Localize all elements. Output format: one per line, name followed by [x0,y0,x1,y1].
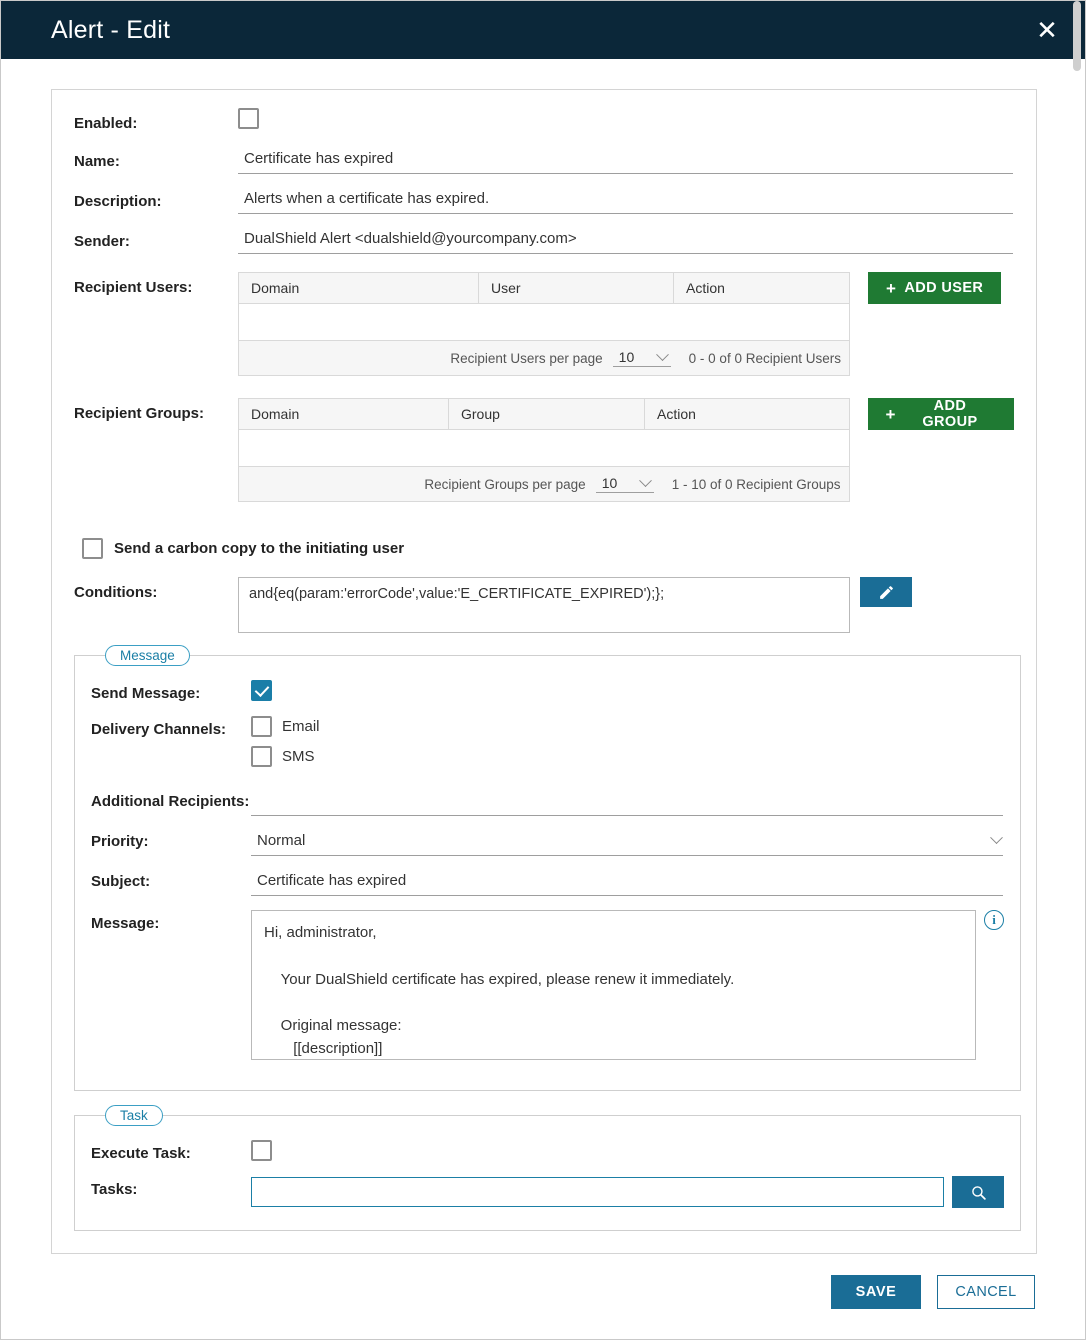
sender-field [238,226,1014,254]
chevron-down-icon [990,831,1003,844]
dialog-footer [831,1275,1035,1309]
row-enabled [74,108,1014,134]
enabled-label: Enabled: [74,115,138,132]
recipient-users-header [239,273,849,304]
priority-select[interactable] [251,828,1003,856]
send-message-label: Send Message: [91,685,201,702]
enabled-checkbox[interactable] [238,108,259,129]
column-header-user: User [479,273,674,303]
task-section-legend: Task [105,1105,163,1126]
info-icon[interactable]: i [984,910,1004,930]
column-header-domain: Domain [239,399,449,429]
tasks-field [251,1176,1004,1208]
row-additional-recipients [91,788,1004,816]
plus-icon: + [885,404,896,424]
name-field [238,146,1014,174]
execute-task-label: Execute Task: [91,1145,191,1162]
recipient-groups-header [239,399,849,430]
pencil-icon [878,584,895,601]
close-icon[interactable]: ✕ [1036,15,1058,45]
row-recipient-users [74,272,1014,376]
delivery-channels-label: Delivery Channels: [91,721,227,738]
carbon-copy-checkbox[interactable] [82,538,103,559]
save-button[interactable]: SAVE [831,1275,921,1309]
tasks-label: Tasks: [91,1181,138,1198]
recipient-users-count: 0 - 0 of 0 Recipient Users [688,350,841,366]
recipient-users-field [238,272,1014,376]
row-priority [91,828,1004,856]
column-header-domain: Domain [239,273,479,303]
add-user-label: ADD USER [904,280,984,296]
recipient-groups-per-page-select[interactable] [596,475,654,493]
conditions-textarea[interactable] [238,577,850,633]
row-carbon-copy [82,538,1014,559]
message-textarea[interactable] [251,910,976,1060]
add-user-button[interactable] [868,272,1001,304]
plus-icon: + [886,278,897,298]
name-input[interactable] [238,146,1013,174]
row-description [74,186,1014,214]
row-message [91,910,1004,1060]
recipient-groups-body [239,430,849,467]
execute-task-checkbox[interactable] [251,1140,272,1161]
tasks-search-button[interactable] [952,1176,1004,1208]
additional-recipients-input[interactable] [251,788,1003,816]
subject-input[interactable] [251,868,1003,896]
message-section-legend: Message [105,645,190,666]
description-label: Description: [74,193,162,210]
sender-input[interactable] [238,226,1013,254]
subject-field [251,868,1004,896]
row-subject [91,868,1004,896]
recipient-users-footer [239,341,849,375]
column-header-action: Action [686,280,725,296]
send-message-field [251,680,1004,701]
edit-conditions-button[interactable] [860,577,912,607]
add-group-label: ADD GROUP [922,398,978,430]
column-header-group: Group [449,399,645,429]
send-message-checkbox[interactable] [251,680,272,701]
priority-label: Priority: [91,833,149,850]
message-field [251,910,1004,1060]
task-section [74,1105,1021,1231]
recipient-users-label: Recipient Users: [74,279,193,296]
conditions-label: Conditions: [74,584,158,601]
sms-checkbox[interactable] [251,746,272,767]
recipient-groups-label: Recipient Groups: [74,405,205,422]
delivery-channels-field [251,716,1004,776]
priority-field [251,828,1004,856]
recipient-users-body [239,304,849,341]
row-send-message [91,680,1004,704]
page-title: Alert - Edit [51,15,171,44]
recipient-users-per-page-label: Recipient Users per page [450,350,603,366]
chevron-down-icon [639,474,652,487]
search-icon [970,1184,987,1201]
subject-label: Subject: [91,873,151,890]
recipient-users-per-page-value: 10 [618,349,635,365]
row-execute-task [91,1140,1004,1164]
row-sender [74,226,1014,254]
recipient-groups-footer [239,467,849,501]
recipient-groups-per-page-label: Recipient Groups per page [424,476,586,492]
carbon-copy-label: Send a carbon copy to the initiating user [114,540,405,557]
recipient-groups-count: 1 - 10 of 0 Recipient Groups [671,476,841,492]
additional-recipients-label: Additional Recipients: [91,793,250,810]
chevron-down-icon [656,348,669,361]
row-delivery-channels [91,716,1004,776]
recipient-groups-per-page-value: 10 [601,475,618,491]
dialog-titlebar [1,1,1085,59]
execute-task-field [251,1140,1004,1161]
cancel-button[interactable]: CANCEL [937,1275,1035,1309]
message-section [74,645,1021,1091]
description-field [238,186,1014,214]
description-input[interactable] [238,186,1013,214]
recipient-users-table [238,272,850,376]
delivery-channel-sms[interactable] [251,746,1004,767]
sms-label: SMS [282,748,315,765]
add-group-button[interactable] [868,398,1014,430]
email-label: Email [282,718,320,735]
recipient-users-per-page-select[interactable] [613,349,671,367]
message-label: Message: [91,915,160,932]
recipient-groups-table [238,398,850,502]
name-label: Name: [74,153,120,170]
additional-recipients-field [251,788,1004,816]
recipient-groups-field [238,398,1014,502]
email-checkbox[interactable] [251,716,272,737]
row-conditions [74,577,1014,633]
priority-value: Normal [257,832,306,849]
row-recipient-groups [74,398,1014,502]
column-header-action: Action [657,406,696,422]
row-tasks [91,1176,1004,1208]
conditions-field [238,577,1014,633]
sender-label: Sender: [74,233,130,250]
form-card [51,89,1037,1254]
row-name [74,146,1014,174]
tasks-input[interactable] [251,1177,944,1207]
enabled-field [238,108,1014,129]
delivery-channel-email[interactable] [251,716,1004,737]
scrollbar-thumb[interactable] [1073,1,1081,71]
